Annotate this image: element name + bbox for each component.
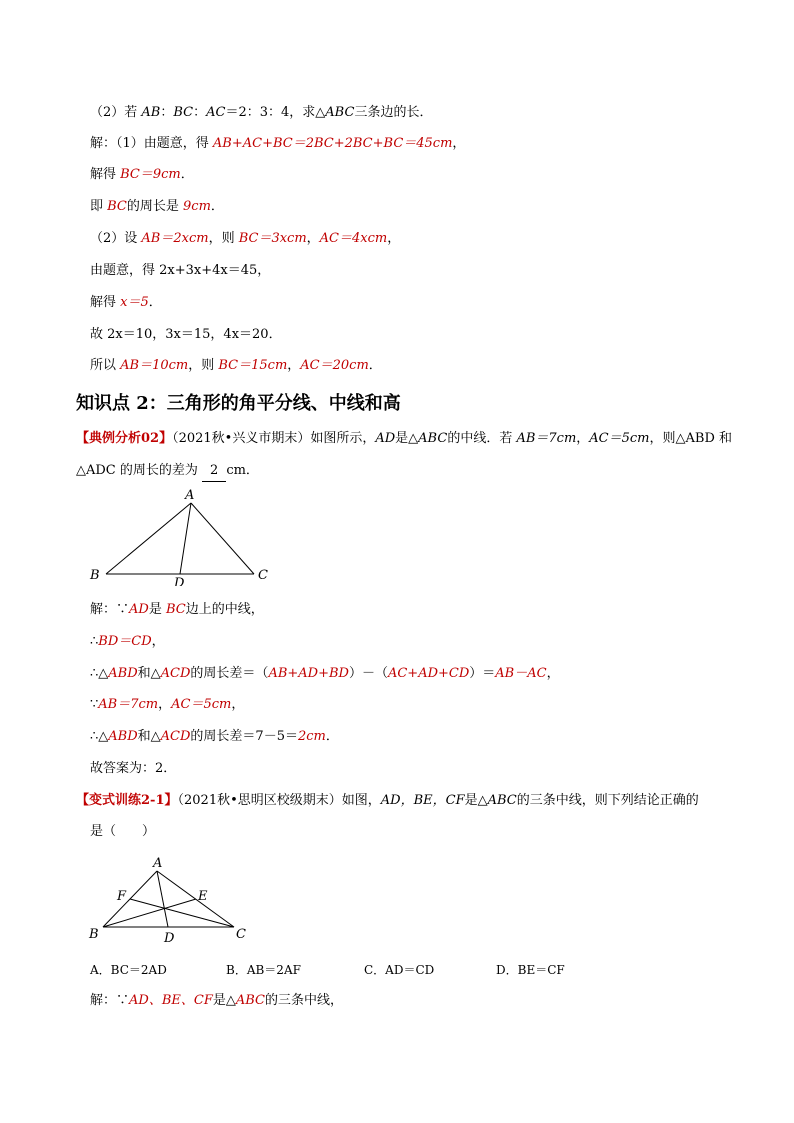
ex-sol4-mid: ， [158,697,172,712]
sol2-prefix: 解得 [90,167,121,182]
variant-line1-suffix: 的三条中线，则下列结论正确的 [516,793,699,808]
sol7-text: 故 2x＝10，3x＝15，4x＝20． [90,327,282,342]
example-solution-2 [90,632,165,652]
sol4-ac: AC＝4xcm [319,231,388,246]
label-b: B [90,568,100,583]
variant-mid: 是△ [464,793,488,808]
sol8-ab: AB＝10cm [120,358,189,373]
example-solution-5 [90,727,339,747]
var-sol-vars: AD、BE、CF [129,993,213,1008]
solution-line-7 [90,325,282,345]
option-c[interactable]: C．AD＝CD [364,963,435,977]
example-line1-suffix: ，则△ABD 和 [649,431,733,446]
example-question-line-1 [76,429,732,449]
example-solution-1 [90,600,264,620]
example-ab-value: AB＝7cm [516,431,577,446]
solution-line-8 [90,356,382,376]
sol4-suffix: ， [387,231,401,246]
option-a[interactable]: A．BC＝2AD [90,963,167,977]
label-e-2: E [198,889,208,904]
ex-sol3-expr3: AB－AC [495,666,547,681]
ex-sol3-acd: ACD [160,666,191,681]
variant-question-line-1 [76,791,699,811]
example-mid: 是△ [395,431,419,446]
example-solution-4 [90,695,244,715]
q2-ratio: ＝2：3：4，求△ [225,105,326,120]
example-source: （2021秋•兴义市期末）如图所示， [172,431,376,446]
variant-vars: AD，BE，CF [380,793,465,808]
q2-ac: AC [206,105,226,120]
ex-sol1-suffix: 边上的中线， [185,602,264,617]
sol8-prefix: 所以 [90,358,121,373]
sol8-bc: BC＝15cm [218,358,288,373]
sol8-sep1: ，则 [188,358,219,373]
sol3-value: 9cm [183,199,211,214]
sol8-ac: AC＝20cm [300,358,369,373]
ex-sol5-value: 2cm [297,729,326,744]
sol2-suffix: ． [180,167,194,182]
ex-sol1-ad: AD [129,602,149,617]
label-a: A [185,488,195,503]
label-d: D [174,576,185,586]
ex-sol6-text: 故答案为：2． [90,761,177,776]
q2-sep1: ： [160,105,174,120]
sol6-prefix: 解得 [90,295,121,310]
ex-sol3-suffix: ， [546,666,560,681]
side-ac [191,503,254,574]
ex-sol5-acd: ACD [160,729,191,744]
solution-line-6 [90,293,162,313]
label-f-2: F [117,889,127,904]
option-d[interactable]: D．BE＝CF [496,963,565,977]
variant-question-line-2 [90,822,155,842]
sol3-mid: 的周长是 [126,199,184,214]
ex-sol2-suffix: ， [151,634,165,649]
ex-sol1-prefix: 解：∵ [90,602,130,617]
q2-sep2: ： [193,105,207,120]
sol8-sep2: ， [287,358,301,373]
ex-sol1-mid: 是 [148,602,166,617]
answer-blank: 2 [202,461,226,482]
example-abc: ABC [418,431,448,446]
example-tag: 【典例分析02】 [76,431,173,446]
sol6-suffix: ． [148,295,162,310]
sol4-ab: AB＝2xcm [141,231,209,246]
solution-line-4 [90,229,400,249]
ex-sol3-prefix: ∴△ [90,666,109,681]
sol4-sep2: ， [306,231,320,246]
example-solution-6 [90,759,176,779]
variant-line2-text: 是（ ） [90,824,156,839]
ex-sol2-equation: BD＝CD [98,634,152,649]
triangle-figure-2 [86,852,256,946]
sol5-suffix: ， [257,263,271,278]
ex-sol5-mid: 和△ [137,729,161,744]
example-line2-suffix: cm． [226,463,259,478]
ex-sol5-suffix: ． [325,729,339,744]
example-ad: AD [375,431,396,446]
sol1-equation: AB+AC+BC＝2BC+2BC+BC＝45cm [212,136,453,151]
triangle-figure-1 [86,486,276,586]
ex-sol4-suffix: ， [231,697,245,712]
ex-sol2-prefix: ∴ [90,634,99,649]
variant-tag: 【变式训练2-1】 [76,793,178,808]
ex-sol3-mid: 和△ [137,666,161,681]
sol4-prefix: （2）设 [90,231,142,246]
median-ad [180,503,191,574]
sol1-suffix: ， [452,136,466,151]
variant-source: （2021秋•思明区校级期末）如图， [177,793,381,808]
var-sol-abc: ABC [235,993,265,1008]
sol2-equation: BC＝9cm [120,167,181,182]
ex-sol4-ab: AB＝7cm [98,697,159,712]
label-c-2: C [236,927,246,942]
ex-sol3-mid3: ）－（ [348,666,388,681]
q2-abc: ABC [325,105,355,120]
ex-sol5-mid2: 的周长差＝7－5＝ [190,729,298,744]
solution-line-5 [90,261,270,281]
side-ab [106,503,191,574]
example-mid2: 的中线．若 [447,431,517,446]
sol6-equation: x＝5 [120,295,149,310]
sol4-bc: BC＝3xcm [238,231,307,246]
solution-line-3 [90,197,224,217]
example-solution-3 [90,664,560,684]
label-b-2: B [89,927,99,942]
sol5-equation: 2x+3x+4x＝45 [159,263,258,278]
example-ac-value: AC＝5cm [589,431,650,446]
sol3-bc: BC [107,199,127,214]
section-title: 知识点 2：三角形的角平分线、中线和高 [76,393,401,414]
question-2 [90,103,432,123]
var-sol-suffix: 的三条中线， [264,993,343,1008]
ex-sol3-mid4: ）＝ [469,666,496,681]
median-ad-2 [157,871,168,927]
ex-sol3-abd: ABD [108,666,138,681]
option-b[interactable]: B．AB＝2AF [226,963,301,977]
ex-sol3-mid2: 的周长差＝（ [190,666,269,681]
var-sol-prefix: 解：∵ [90,993,130,1008]
solution-line-2 [90,165,194,185]
label-d-2: D [164,931,175,946]
sol4-sep1: ，则 [208,231,239,246]
q2-bc: BC [173,105,194,120]
ex-sol4-ac: AC＝5cm [171,697,232,712]
ex-sol1-bc: BC [165,602,186,617]
variant-abc: ABC [487,793,517,808]
variant-solution-1 [90,991,343,1011]
ex-sol3-expr1: AB+AD+BD [268,666,349,681]
sol3-suffix: ． [210,199,224,214]
sol3-prefix: 即 [90,199,108,214]
var-sol-mid: 是△ [212,993,236,1008]
label-a-2: A [153,856,163,871]
ex-sol5-prefix: ∴△ [90,729,109,744]
ex-sol3-expr2: AC+AD+CD [387,666,470,681]
solution-line-1 [90,134,465,154]
ex-sol5-abd: ABD [108,729,138,744]
sol8-suffix: ． [368,358,382,373]
example-question-line-2 [76,461,259,482]
sol1-prefix: 解：（1）由题意，得 [90,136,213,151]
ex-sol4-prefix: ∵ [90,697,99,712]
example-comma: ， [576,431,590,446]
q2-prefix: （2）若 [90,105,142,120]
q2-suffix: 三条边的长． [354,105,433,120]
example-line2-prefix: △ADC 的周长的差为 [76,463,203,478]
sol5-prefix: 由题意，得 [90,263,160,278]
q2-ab: AB [141,105,161,120]
label-c: C [258,568,268,583]
